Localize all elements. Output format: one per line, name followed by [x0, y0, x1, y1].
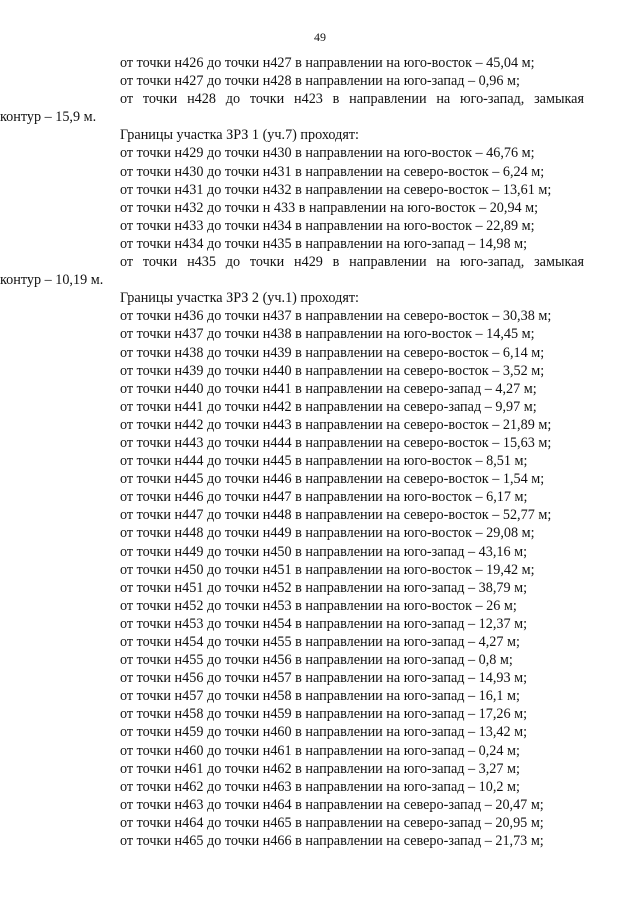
- page-number: 49: [314, 30, 326, 44]
- boundary-line: от точки н438 до точки н439 в направлении на северо-восток – 6,14 м;: [120, 344, 545, 361]
- section-heading: Границы участка ЗРЗ 2 (уч.1) проходят:: [120, 290, 359, 307]
- boundary-line: от точки н426 до точки н427 в направлении на юго-восток – 45,04 м;: [120, 55, 535, 71]
- boundary-line: от точки н463 до точки н464 в направлении на северо-запад – 20,47 м;: [120, 796, 544, 813]
- boundary-line: от точки н437 до точки н438 в направлении на юго-восток – 14,45 м;: [120, 326, 535, 343]
- boundary-line: от точки н430 до точки н431 в направлении на северо-восток – 6,24 м;: [120, 163, 545, 180]
- boundary-line: от точки н459 до точки н460 в направлении на юго-запад – 13,42 м;: [120, 724, 528, 741]
- boundary-line: от точки н458 до точки н459 в направлении на юго-запад – 17,26 м;: [120, 706, 528, 723]
- boundary-line: от точки н447 до точки н448 в направлении на северо-восток – 52,77 м;: [120, 507, 552, 524]
- boundary-line: от точки н441 до точки н442 в направлении на северо-запад – 9,97 м;: [120, 398, 537, 415]
- boundary-line: от точки н439 до точки н440 в направлении на северо-восток – 3,52 м;: [120, 362, 545, 379]
- boundary-line: от точки н431 до точки н432 в направлении на северо-восток – 13,61 м;: [120, 181, 552, 198]
- boundary-line: от точки н432 до точки н 433 в направлении на юго-восток – 20,94 м;: [120, 199, 539, 216]
- boundary-line: от точки н457 до точки н458 в направлении на юго-запад – 16,1 м;: [120, 688, 520, 705]
- boundary-line-continuation: контур – 15,9 м.: [0, 109, 97, 126]
- boundary-line: от точки н455 до точки н456 в направлении на юго-запад – 0,8 м;: [120, 652, 513, 669]
- boundary-line: от точки н436 до точки н437 в направлении на северо-восток – 30,38 м;: [120, 308, 552, 325]
- boundary-line: от точки н462 до точки н463 в направлении на юго-запад – 10,2 м;: [120, 778, 520, 795]
- boundary-line: от точки н428 до точки н423 в направлении на юго-запад, замыкая: [120, 91, 584, 108]
- boundary-line: от точки н464 до точки н465 в направлении на северо-запад – 20,95 м;: [120, 814, 544, 831]
- boundary-line: от точки н440 до точки н441 в направлении на северо-запад – 4,27 м;: [120, 380, 537, 397]
- boundary-line: от точки н460 до точки н461 в направлении на юго-запад – 0,24 м;: [120, 742, 520, 759]
- boundary-line: от точки н443 до точки н444 в направлении на северо-восток – 15,63 м;: [120, 434, 552, 451]
- boundary-line: от точки н434 до точки н435 в направлении на юго-запад – 14,98 м;: [120, 235, 528, 252]
- boundary-paragraph: [0, 90, 584, 126]
- boundary-line: от точки н461 до точки н462 в направлении на юго-запад – 3,27 м;: [120, 760, 520, 777]
- boundary-line: от точки н446 до точки н447 в направлении на юго-восток – 6,17 м;: [120, 489, 528, 506]
- boundary-line: от точки н454 до точки н455 в направлении на юго-запад – 4,27 м;: [120, 634, 520, 650]
- boundary-line: от точки н445 до точки н446 в направлении на северо-восток – 1,54 м;: [120, 471, 545, 488]
- document-body: [0, 54, 584, 850]
- boundary-line: от точки н429 до точки н430 в направлении на юго-восток – 46,76 м;: [120, 145, 535, 162]
- boundary-line: от точки н433 до точки н434 в направлении на юго-восток – 22,89 м;: [120, 217, 535, 234]
- boundary-paragraph: [0, 253, 584, 289]
- boundary-line: от точки н465 до точки н466 в направлении на северо-запад – 21,73 м;: [120, 833, 544, 850]
- boundary-line: от точки н427 до точки н428 в направлении на юго-запад – 0,96 м;: [120, 73, 520, 90]
- boundary-line: от точки н452 до точки н453 в направлении на юго-восток – 26 м;: [120, 597, 517, 614]
- section-heading: Границы участка ЗРЗ 1 (уч.7) проходят:: [120, 127, 359, 144]
- boundary-line: от точки н444 до точки н445 в направлении на юго-восток – 8,51 м;: [120, 453, 528, 470]
- boundary-line: от точки н449 до точки н450 в направлении на юго-запад – 43,16 м;: [120, 543, 528, 560]
- boundary-line: от точки н435 до точки н429 в направлении на юго-запад, замыкая: [120, 254, 584, 271]
- boundary-line: от точки н450 до точки н451 в направлении на юго-восток – 19,42 м;: [120, 561, 535, 578]
- boundary-line: от точки н456 до точки н457 в направлении на юго-запад – 14,93 м;: [120, 670, 528, 687]
- boundary-line: от точки н451 до точки н452 в направлении на юго-запад – 38,79 м;: [120, 579, 528, 596]
- boundary-line: от точки н453 до точки н454 в направлении на юго-запад – 12,37 м;: [120, 615, 528, 632]
- boundary-line: от точки н442 до точки н443 в направлении на северо-восток – 21,89 м;: [120, 416, 552, 433]
- boundary-line-continuation: контур – 10,19 м.: [0, 272, 104, 289]
- boundary-line: от точки н448 до точки н449 в направлении на юго-восток – 29,08 м;: [120, 525, 535, 542]
